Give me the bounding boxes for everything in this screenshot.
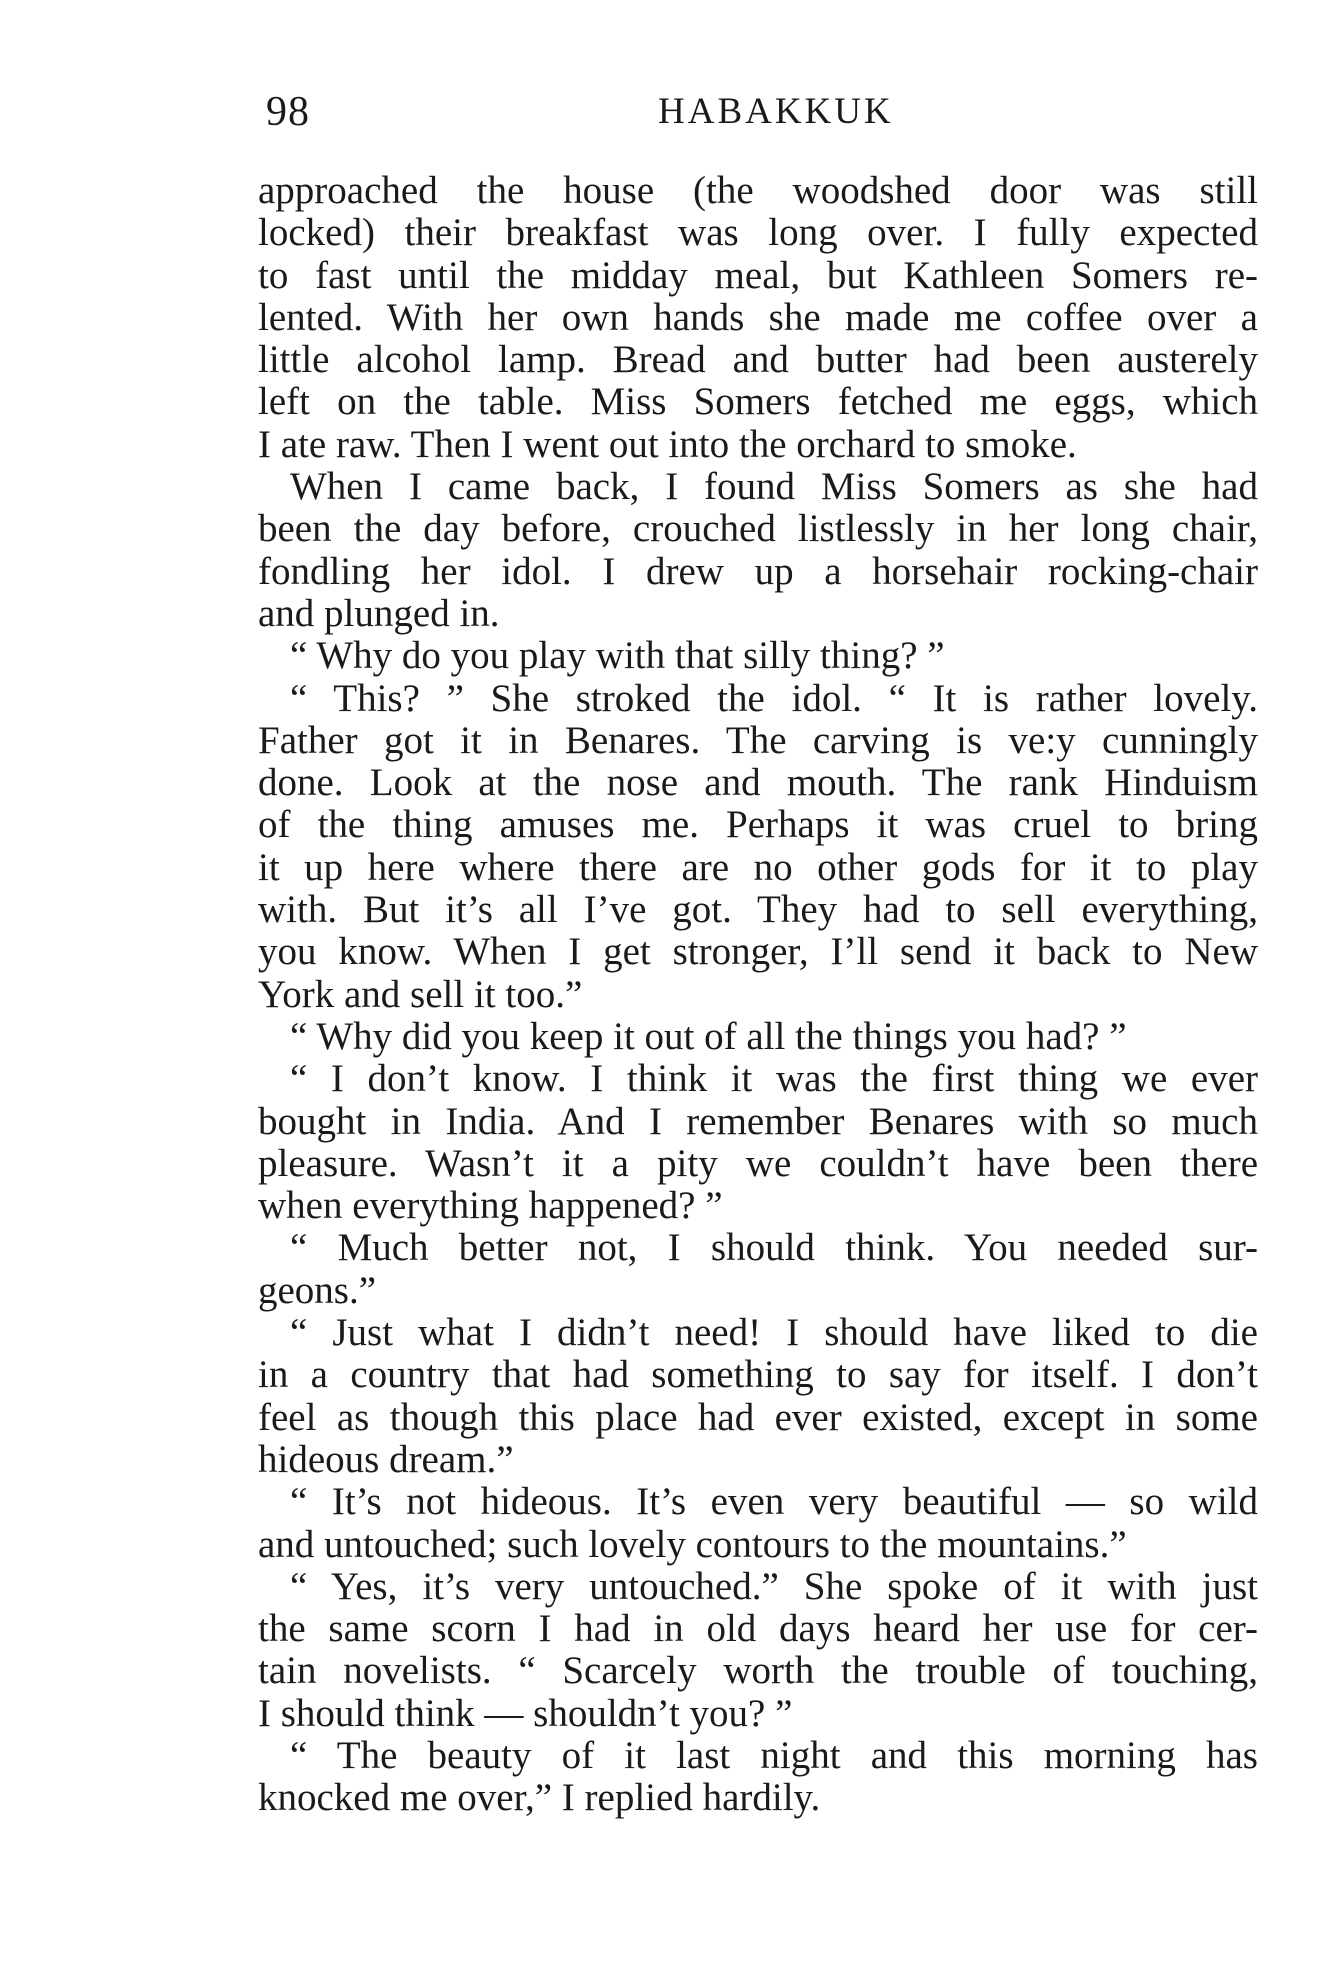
text-line: to fast until the midday meal, but Kathleen Somers re- <box>258 253 1258 297</box>
page-header <box>258 88 1258 148</box>
text-line: I ate raw. Then I went out into the orchard to smoke. <box>258 422 1077 466</box>
text-line: “ Why do you play with that silly thing? ” <box>290 634 945 678</box>
text-line: approached the house (the woodshed door was still <box>258 169 1258 212</box>
text-line: left on the table. Miss Somers fetched me eggs, which <box>258 380 1258 424</box>
text-line: done. Look at the nose and mouth. The rank Hinduism <box>258 761 1258 805</box>
text-line: fondling her idol. I drew up a horsehair rocking-chair <box>258 549 1258 593</box>
text-line: “ Much better not, I should think. You needed sur- <box>290 1226 1258 1270</box>
text-line: Father got it in Benares. The carving is ve:y cunningly <box>258 718 1258 762</box>
text-line: you know. When I get stronger, I’ll send it back to New <box>258 930 1258 974</box>
text-line: and plunged in. <box>258 591 500 635</box>
text-line: it up here where there are no other gods for it to play <box>258 845 1258 889</box>
text-line: the same scorn I had in old days heard her use for cer- <box>258 1607 1258 1651</box>
text-line: “ I don’t know. I think it was the first thing we ever <box>290 1057 1258 1101</box>
text-line: of the thing amuses me. Perhaps it was cruel to bring <box>258 803 1258 847</box>
text-line: with. But it’s all I’ve got. They had to sell everything, <box>258 888 1258 932</box>
text-line: when everything happened? ” <box>258 1184 723 1228</box>
text-line: and untouched; such lovely contours to the mountains.” <box>258 1522 1127 1566</box>
text-line: knocked me over,” I replied hardily. <box>258 1776 821 1820</box>
text-line: locked) their breakfast was long over. I fully expected <box>258 211 1258 255</box>
text-line: I should think — shouldn’t you? ” <box>258 1691 793 1735</box>
text-line: little alcohol lamp. Bread and butter had been austerely <box>258 338 1258 382</box>
text-line: York and sell it too.” <box>258 972 583 1016</box>
text-line: “ This? ” She stroked the idol. “ It is rather lovely. <box>290 676 1258 720</box>
text-line: geons.” <box>258 1268 377 1312</box>
text-line: “ Yes, it’s very untouched.” She spoke of it with just <box>290 1564 1258 1608</box>
text-line: been the day before, crouched listlessly in her long chair, <box>258 507 1258 551</box>
text-line: pleasure. Wasn’t it a pity we couldn’t have been there <box>258 1141 1258 1185</box>
text-line: lented. With her own hands she made me coffee over a <box>258 295 1258 339</box>
running-head: HABAKKUK <box>658 91 894 132</box>
text-line: “ Why did you keep it out of all the things you had? ” <box>290 1014 1127 1058</box>
text-line: hideous dream.” <box>258 1437 514 1481</box>
text-line: When I came back, I found Miss Somers as she had <box>290 465 1258 509</box>
text-line: bought in India. And I remember Benares with so much <box>258 1099 1258 1143</box>
text-line: feel as though this place had ever existed, except in some <box>258 1395 1258 1439</box>
body-text <box>258 170 1258 1820</box>
text-line: “ The beauty of it last night and this morning has <box>290 1733 1258 1777</box>
page-number: 98 <box>266 89 310 135</box>
text-line: tain novelists. “ Scarcely worth the trouble of touching, <box>258 1649 1258 1693</box>
text-line: “ Just what I didn’t need! I should have liked to die <box>290 1311 1258 1355</box>
text-line: “ It’s not hideous. It’s even very beautiful — so wild <box>290 1480 1258 1524</box>
text-line: in a country that had something to say for itself. I don’t <box>258 1353 1258 1397</box>
